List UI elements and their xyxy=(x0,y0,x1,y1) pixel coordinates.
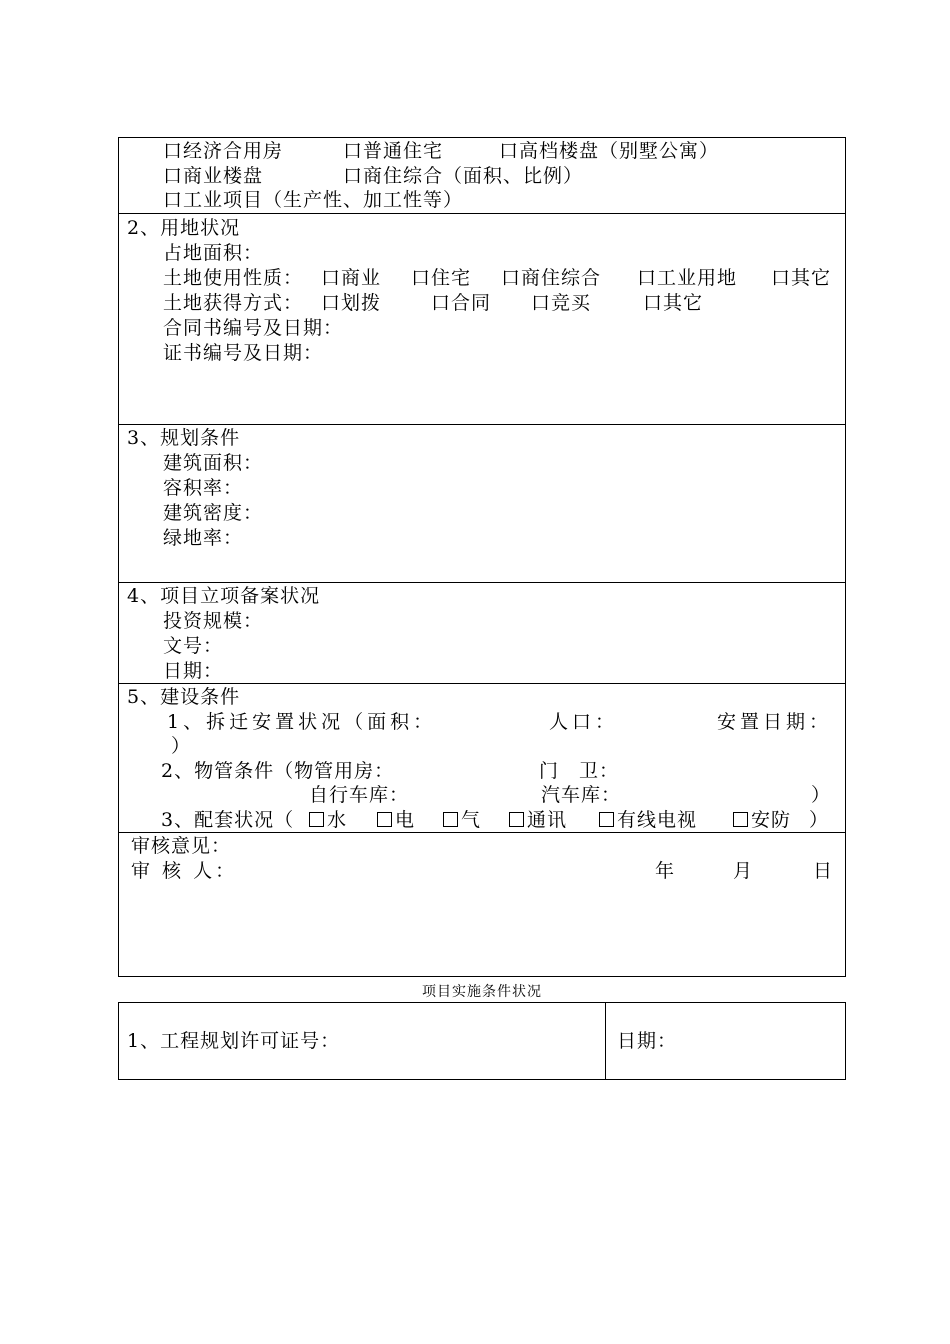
section-review xyxy=(119,833,845,976)
relocation-close: ） xyxy=(171,735,192,757)
review-year-label: 年 xyxy=(655,860,676,882)
facilities-label: 3、配套状况（ xyxy=(161,809,295,831)
checkbox-icon xyxy=(443,812,458,827)
facility-gas: 气 xyxy=(443,808,481,832)
implementation-conditions-table xyxy=(118,1002,846,1080)
certificate-number-label: 证书编号及日期： xyxy=(163,342,324,364)
investment-scale-label: 投资规模： xyxy=(163,610,264,632)
review-month-label: 月 xyxy=(733,860,754,882)
document-number-label: 文号： xyxy=(163,635,224,657)
land-use-commercial: 口商业 xyxy=(321,267,382,289)
facility-security: 安防 xyxy=(733,808,791,832)
land-use-mixed: 口商住综合 xyxy=(501,267,602,289)
gatekeeper-label: 门 卫： xyxy=(539,760,620,782)
section-construction-conditions xyxy=(119,684,845,833)
property-management-label: 2、物管条件（物管用房： xyxy=(161,760,395,782)
land-use-residential: 口住宅 xyxy=(411,267,472,289)
review-opinion-label: 审核意见： xyxy=(131,835,232,857)
option-affordable-housing: 口经济合用房 xyxy=(163,140,284,162)
facility-telecom: 通讯 xyxy=(509,808,567,832)
section-project-filing xyxy=(119,583,845,684)
filing-date-label: 日期： xyxy=(163,660,224,682)
green-ratio-label: 绿地率： xyxy=(163,527,244,549)
facility-cable-tv: 有线电视 xyxy=(599,808,697,832)
checkbox-icon xyxy=(377,812,392,827)
section-3-title: 3、规划条件 xyxy=(127,427,241,449)
acquisition-auction: 口竞买 xyxy=(531,292,592,314)
acquisition-contract: 口合同 xyxy=(431,292,492,314)
checkbox-icon xyxy=(733,812,748,827)
relocation-population-label: 人口： xyxy=(549,711,619,733)
land-use-label: 土地使用性质： xyxy=(163,267,304,289)
section-4-title: 4、项目立项备案状况 xyxy=(127,585,321,607)
section-land-status xyxy=(119,214,845,425)
land-area-label: 占地面积： xyxy=(163,242,264,264)
reviewer-label: 审 核 人： xyxy=(131,860,238,882)
option-mixed-use: 口商住综合（面积、比例） xyxy=(343,165,584,187)
option-ordinary-housing: 口普通住宅 xyxy=(343,140,444,162)
cell-divider xyxy=(605,1003,606,1079)
land-acquisition-label: 土地获得方式： xyxy=(163,292,304,314)
checkbox-icon xyxy=(509,812,524,827)
table-caption: 项目实施条件状况 xyxy=(422,984,542,1000)
contract-number-label: 合同书编号及日期： xyxy=(163,317,344,339)
section-5-title: 5、建设条件 xyxy=(127,686,241,708)
building-density-label: 建筑密度： xyxy=(163,502,264,524)
option-luxury-housing: 口高档楼盘（别墅公寓） xyxy=(499,140,720,162)
section-2-title: 2、用地状况 xyxy=(127,217,241,239)
acquisition-other: 口其它 xyxy=(643,292,704,314)
acquisition-allocation: 口划拨 xyxy=(321,292,382,314)
land-use-industrial: 口工业用地 xyxy=(637,267,738,289)
car-garage-label: 汽车库： xyxy=(541,784,622,806)
garage-close: ） xyxy=(811,784,832,806)
building-area-label: 建筑面积： xyxy=(163,452,264,474)
section-project-type xyxy=(119,138,845,214)
plot-ratio-label: 容积率： xyxy=(163,477,244,499)
facilities-close: ） xyxy=(809,809,830,831)
option-industrial: 口工业项目（生产性、加工性等） xyxy=(163,189,464,211)
planning-permit-label: 1、工程规划许可证号： xyxy=(127,1030,341,1052)
relocation-date-label: 安置日期： xyxy=(717,711,833,733)
facility-water: 水 xyxy=(309,808,347,832)
review-day-label: 日 xyxy=(813,860,834,882)
project-conditions-table xyxy=(118,137,846,977)
land-use-other: 口其它 xyxy=(771,267,832,289)
bicycle-garage-label: 自行车库： xyxy=(309,784,410,806)
option-commercial: 口商业楼盘 xyxy=(163,165,264,187)
section-planning-conditions xyxy=(119,425,845,583)
relocation-area-label: 1、拆迁安置状况（面积： xyxy=(167,711,437,733)
facility-electricity: 电 xyxy=(377,808,415,832)
checkbox-icon xyxy=(599,812,614,827)
checkbox-icon xyxy=(309,812,324,827)
permit-date-label: 日期： xyxy=(617,1030,678,1052)
